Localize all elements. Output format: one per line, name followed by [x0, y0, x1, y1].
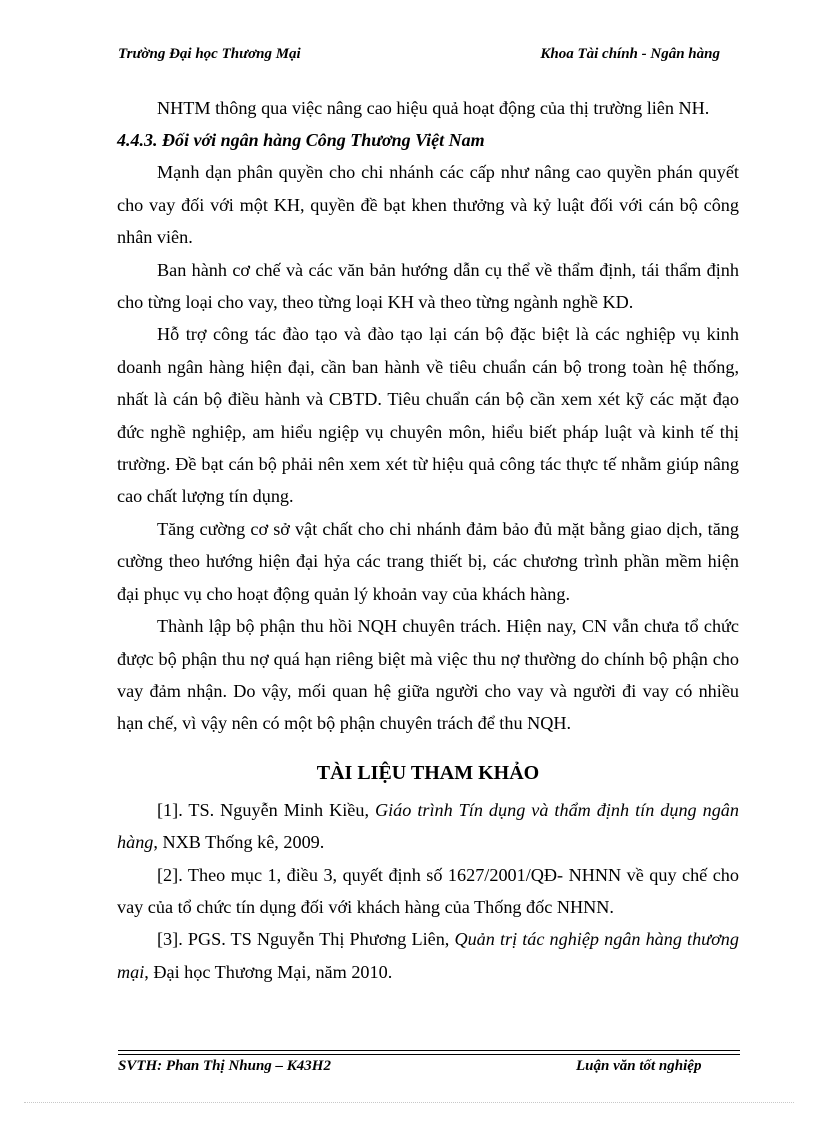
reference-1 — [117, 794, 739, 859]
footer-student: SVTH: Phan Thị Nhung – K43H2 — [118, 1058, 331, 1074]
reference-1-author: [1]. TS. Nguyễn Minh Kiều, — [157, 799, 375, 820]
footer-divider — [118, 1050, 740, 1055]
paragraph-3: Hỗ trợ công tác đào tạo và đào tạo lại cán bộ đặc biệt là các nghiệp vụ kinh doanh ngân hàng hiện đại, cần ban hành về tiêu chuẩn cán bộ trong toàn hệ thống, nhất là cán bộ điều hành và CBTD. Tiêu chuẩn cán bộ cần xem xét kỹ các mặt đạo đức nghề nghiệp, am hiểu ngiệp vụ chuyên môn, hiểu biết pháp luật và kinh tế thị trường. Đề bạt cán bộ phải nên xem xét từ hiệu quả công tác thực tế nhằm giúp nâng cao chất lượng tín dụng. — [117, 324, 739, 507]
paragraph-4: Tăng cường cơ sở vật chất cho chi nhánh đảm bảo đủ mặt bằng giao dịch, tăng cường theo hướng hiện đại hỷa các trang thiết bị, các chương trình phần mềm hiện đại phục vụ cho hoạt động quản lý khoản vay của khách hàng. — [117, 518, 739, 604]
footer-thesis-label: Luận văn tốt nghiệp — [576, 1058, 702, 1074]
reference-1-publisher: , NXB Thống kê, 2009. — [153, 832, 325, 853]
header-school: Trường Đại học Thương Mại — [118, 46, 301, 62]
paragraph-1: Mạnh dạn phân quyền cho chi nhánh các cấp như nâng cao quyền phán quyết cho vay đối với một KH, quyền đề bạt khen thưởng và kỷ luật đối với cán bộ công nhân viên. — [117, 162, 739, 248]
reference-3 — [117, 923, 739, 988]
section-title: 4.4.3. Đối với ngân hàng Công Thương Việt Nam — [117, 130, 485, 151]
paragraph-2: Ban hành cơ chế và các văn bản hướng dẫn cụ thể về thẩm định, tái thẩm định cho từng loại cho vay, theo từng loại KH và theo từng ngành nghề KD. — [117, 259, 739, 313]
paragraph-continued: NHTM thông qua việc nâng cao hiệu quả hoạt động của thị trường liên NH. — [157, 98, 710, 118]
header-faculty: Khoa Tài chính - Ngân hàng — [540, 46, 720, 62]
paragraph-5: Thành lập bộ phận thu hồi NQH chuyên trách. Hiện nay, CN vẫn chưa tổ chức được bộ phận thu nợ quá hạn riêng biệt mà việc thu nợ thường do chính bộ phận cho vay đảm nhận. Do vậy, mối quan hệ giữa người cho vay và người đi vay có nhiều hạn chế, vì vậy nên có một bộ phận chuyên trách để thu NQH. — [117, 616, 739, 734]
reference-1-title: Giáo trình Tín dụng và thẩm định tín dụng ngân hàng — [117, 799, 739, 853]
reference-3-title: Quản trị tác nghiệp ngân hàng thương mại — [117, 929, 739, 982]
reference-3-author: [3]. PGS. TS Nguyễn Thị Phương Liên, — [157, 929, 455, 950]
page-bottom-edge — [24, 1102, 794, 1103]
document-body — [117, 92, 739, 988]
page-footer — [118, 1058, 718, 1080]
reference-3-publisher: , Đại học Thương Mại, năm 2010. — [144, 961, 393, 982]
page-header — [118, 46, 720, 72]
references-title: TÀI LIỆU THAM KHẢO — [316, 761, 540, 784]
reference-2: [2]. Theo mục 1, điều 3, quyết định số 1627/2001/QĐ- NHNN về quy chế cho vay của tổ chức tín dụng đối với khách hàng của Thống đốc NHNN. — [117, 864, 739, 917]
